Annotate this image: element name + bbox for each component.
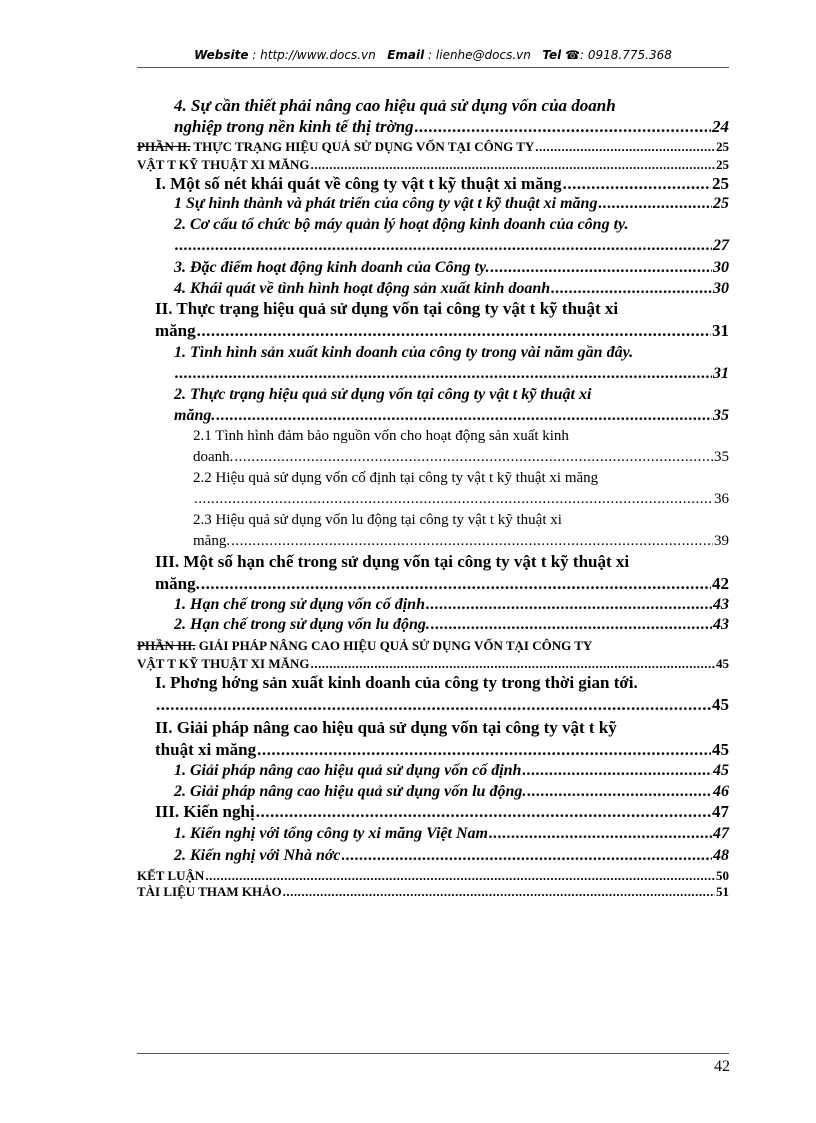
toc-entry: 2.3 Hiệu quả sử dụng vốn lu động tại công ty vật t kỹ thuật xi — [193, 512, 562, 528]
toc-entry: 1. Hạn chế trong sử dụng vốn cố định ..... 43 — [174, 596, 729, 614]
toc-entry: 2. Giải pháp nâng cao hiệu quả sử dụng vốn lu động. ..... 46 — [174, 783, 729, 801]
toc-entry: III. Một số hạn chế trong sử dụng vốn tại công ty vật t kỹ thuật xi — [155, 552, 630, 571]
toc-entry: II. Thực trạng hiệu quả sử dụng vốn tại công ty vật t kỹ thuật xi — [155, 299, 619, 318]
toc-entry: thuật xi măng ..... 45 — [155, 740, 729, 760]
toc-entry: măng. ..... 39 — [193, 533, 729, 550]
phone-icon: ☎ — [565, 48, 581, 62]
toc-entry: 1 Sự hình thành và phát triển của công ty vật t kỹ thuật xi măng ..... 25 — [174, 195, 729, 213]
toc-entry: 2. Hạn chế trong sử dụng vốn lu động. ..... 43 — [174, 616, 729, 634]
toc-entry: 2. Cơ cấu tổ chức bộ máy quản lý hoạt động kinh doanh của công ty. — [174, 216, 629, 233]
toc-entry: doanh. ..... 35 — [193, 449, 729, 466]
toc-entry: TÀI LIỆU THAM KHẢO ..... 51 — [137, 884, 729, 900]
toc-entry: II. Giải pháp nâng cao hiệu quả sử dụng vốn tại công ty vật t kỹ — [155, 718, 617, 737]
toc-entry: 3. Đặc điểm hoạt động kinh doanh của Công ty. ..... 30 — [174, 259, 729, 277]
toc-entry: 4. Sự cần thiết phải nâng cao hiệu quả sử dụng vốn của doanh — [174, 96, 616, 115]
toc-entry: măng. ..... 35 — [174, 407, 729, 425]
toc-entry: VẬT T KỸ THUẬT XI MĂNG ..... 45 — [137, 656, 729, 672]
toc-entry: PHẦN II. THỰC TRẠNG HIỆU QUẢ SỬ DỤNG VỐN TẠI CÔNG TY ..... 25 — [137, 139, 729, 155]
email-value: : lienhe@docs.vn — [428, 48, 531, 62]
toc-entry: PHẦN III. GIẢI PHÁP NÂNG CAO HIỆU QUẢ SỬ DỤNG VỐN TẠI CÔNG TY — [137, 638, 593, 653]
toc-entry: 2. Kiến nghị với Nhà nớc ..... 48 — [174, 847, 729, 865]
toc-entry: măng ..... 31 — [155, 321, 729, 341]
toc-entry: KẾT LUẬN ..... 50 — [137, 868, 729, 884]
toc-entry: 4. Khái quát về tình hình hoạt động sản xuất kinh doanh ..... 30 — [174, 280, 729, 298]
website-value: : http://www.docs.vn — [252, 48, 376, 62]
toc-entry: ..... 31 — [174, 365, 729, 383]
toc-entry: măng. ..... 42 — [155, 574, 729, 594]
toc-entry: nghiệp trong nền kinh tế thị trờng ..... 24 — [174, 117, 729, 137]
toc-entry: 2.2 Hiệu quả sử dụng vốn cố định tại công ty vật t kỹ thuật xi măng — [193, 470, 599, 486]
toc-entry: 2. Thực trạng hiệu quả sử dụng vốn tại công ty vật t kỹ thuật xi — [174, 386, 592, 403]
website-label: Website — [194, 48, 249, 62]
toc-entry: I. Phơng hớng sản xuất kinh doanh của công ty trong thời gian tới. — [155, 673, 638, 692]
toc-entry: 2.1 Tình hình đảm bảo nguồn vốn cho hoạt động sản xuất kinh — [193, 428, 569, 444]
toc-entry: VẬT T KỸ THUẬT XI MĂNG ..... 25 — [137, 157, 729, 173]
page-header — [137, 48, 729, 62]
tel-label: Tel — [542, 48, 562, 62]
toc-entry: ..... 27 — [174, 237, 729, 255]
toc-entry: ..... 45 — [155, 695, 729, 715]
toc-entry: 1. Tình hình sản xuất kinh doanh của công ty trong vài năm gần đây. — [174, 344, 634, 361]
tel-value: : 0918.775.368 — [580, 48, 672, 62]
toc-entry: 1. Kiến nghị với tổng công ty xi măng Việt Nam ..... 47 — [174, 825, 729, 843]
page-number: 42 — [714, 1058, 730, 1075]
header-divider — [137, 67, 729, 68]
toc-entry: ..... 36 — [193, 491, 729, 508]
footer-divider — [137, 1053, 729, 1054]
toc-entry: 1. Giải pháp nâng cao hiệu quả sử dụng vốn cố định ..... 45 — [174, 762, 729, 780]
toc-entry: I. Một số nét khái quát về công ty vật t kỹ thuật xi măng ..... 25 — [155, 174, 729, 194]
toc-entry: III. Kiến nghị ..... 47 — [155, 802, 729, 822]
email-label: Email — [387, 48, 425, 62]
